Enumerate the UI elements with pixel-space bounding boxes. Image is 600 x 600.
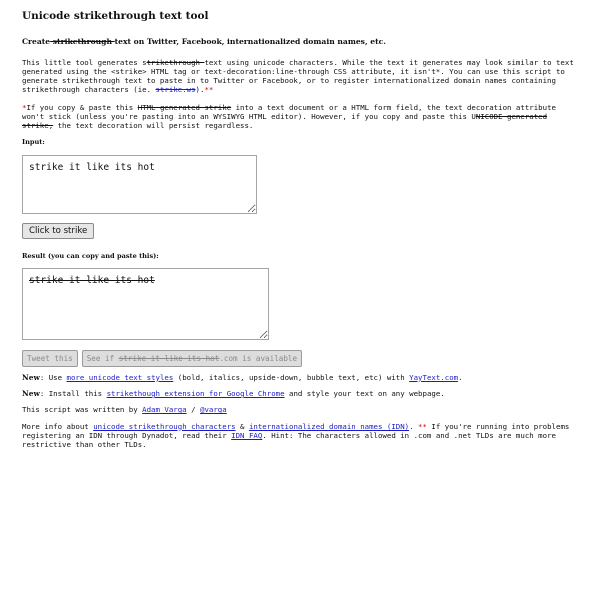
intro-footnote-star: ** (204, 85, 214, 95)
varga-twitter-link[interactable]: @varga (200, 405, 227, 415)
idn-faq-link[interactable]: IDN FAQ (231, 430, 263, 440)
author-separator: / (186, 405, 200, 415)
action-buttons (22, 350, 578, 367)
new-tag-1: New (22, 372, 40, 382)
note-text-1: If you copy & paste this (26, 102, 138, 112)
tweet-this-button[interactable]: Tweet this (22, 350, 78, 367)
new2-text-2: and style your text on any webpage. (284, 389, 445, 399)
more-info-paragraph (22, 422, 578, 450)
new-tag-2: New (22, 389, 40, 399)
more-info-amp: & (235, 421, 249, 431)
more-info-text-1: More info about (22, 421, 94, 431)
new-text-styles-line (22, 373, 578, 382)
subtitle-strike-word: strikethrough (50, 37, 115, 47)
note-paragraph (22, 103, 578, 131)
intro-text-1: This little tool generates s (22, 57, 147, 67)
intro-text-2: text using unicode characters. While the text it generates may look similar to text generated using the <strike> HTML tag or text-decoration:line-through CSS attribute, it isn't*. You can use this script to generate strikethrough text to paste in to Twitter or Facebook, or to register internationalized domain names containing strikethrough characters (ie. (22, 57, 574, 95)
new2-text-1: : Install this (39, 389, 107, 399)
note-text-3: the text decoration will persist regardless. (53, 121, 254, 131)
yaytext-link[interactable]: YayText.com (409, 372, 459, 382)
input-textarea[interactable] (22, 155, 257, 214)
intro-strike: trikethrough (146, 57, 205, 67)
more-info-text-4: . Hint: The characters allowed in .com and .net TLDs are much more restrictive than other TLDs. (22, 430, 556, 450)
chrome-extension-link[interactable]: strikethough extension for Google Chrome (106, 389, 285, 399)
new-chrome-extension-line (22, 389, 578, 398)
note-strike-2: NICODE generated strike, (22, 111, 548, 131)
strike-ws-link[interactable]: strike.ws (155, 85, 196, 95)
note-text-2: into a text document or a HTML form field, the text decoration attribute won't stick (unless you're pasting into an WYSIWYG HTML editor). However, if you copy and paste this U (22, 102, 556, 121)
new1-text-3: . (458, 372, 463, 382)
note-strike-1: HTML generated strike (137, 102, 232, 112)
note-star: * (22, 102, 27, 112)
domain-button-strike: strike it like its hot (118, 353, 220, 363)
new1-text-2: (bold, italics, upside-down, bubble text, etc) with (173, 372, 410, 382)
more-text-styles-link[interactable]: more unicode text styles (66, 372, 174, 382)
intro-text-3: ). (195, 85, 205, 95)
domain-button-suffix: .com is available (219, 353, 298, 363)
intro-paragraph (22, 58, 578, 95)
page-title: Unicode strikethrough text tool (22, 10, 209, 22)
subtitle-suffix: text on Twitter, Facebook, internationalized domain names, etc. (114, 37, 386, 47)
more-info-text-2: . (409, 421, 419, 431)
result-label: Result (you can copy and paste this): (22, 251, 159, 260)
domain-button-prefix: See if (86, 353, 119, 363)
result-textarea[interactable] (22, 268, 269, 340)
idn-link[interactable]: internationalized domain names (IDN) (248, 421, 410, 431)
author-text: This script was written by (22, 405, 143, 415)
domain-availability-button[interactable] (82, 350, 302, 367)
new1-text-1: : Use (39, 372, 67, 382)
more-info-star: ** (418, 421, 427, 431)
adam-varga-link[interactable]: Adam Varga (142, 405, 187, 415)
author-line (22, 405, 578, 414)
page-subtitle (22, 37, 578, 46)
input-label: Input: (22, 138, 45, 147)
click-to-strike-button[interactable]: Click to strike (22, 223, 94, 239)
subtitle-prefix: Create (22, 37, 51, 47)
unicode-strikethrough-link[interactable]: unicode strikethrough characters (93, 421, 236, 431)
more-info-text-3: If you're running into problems registering an IDN through Dynadot, read their (22, 421, 570, 440)
